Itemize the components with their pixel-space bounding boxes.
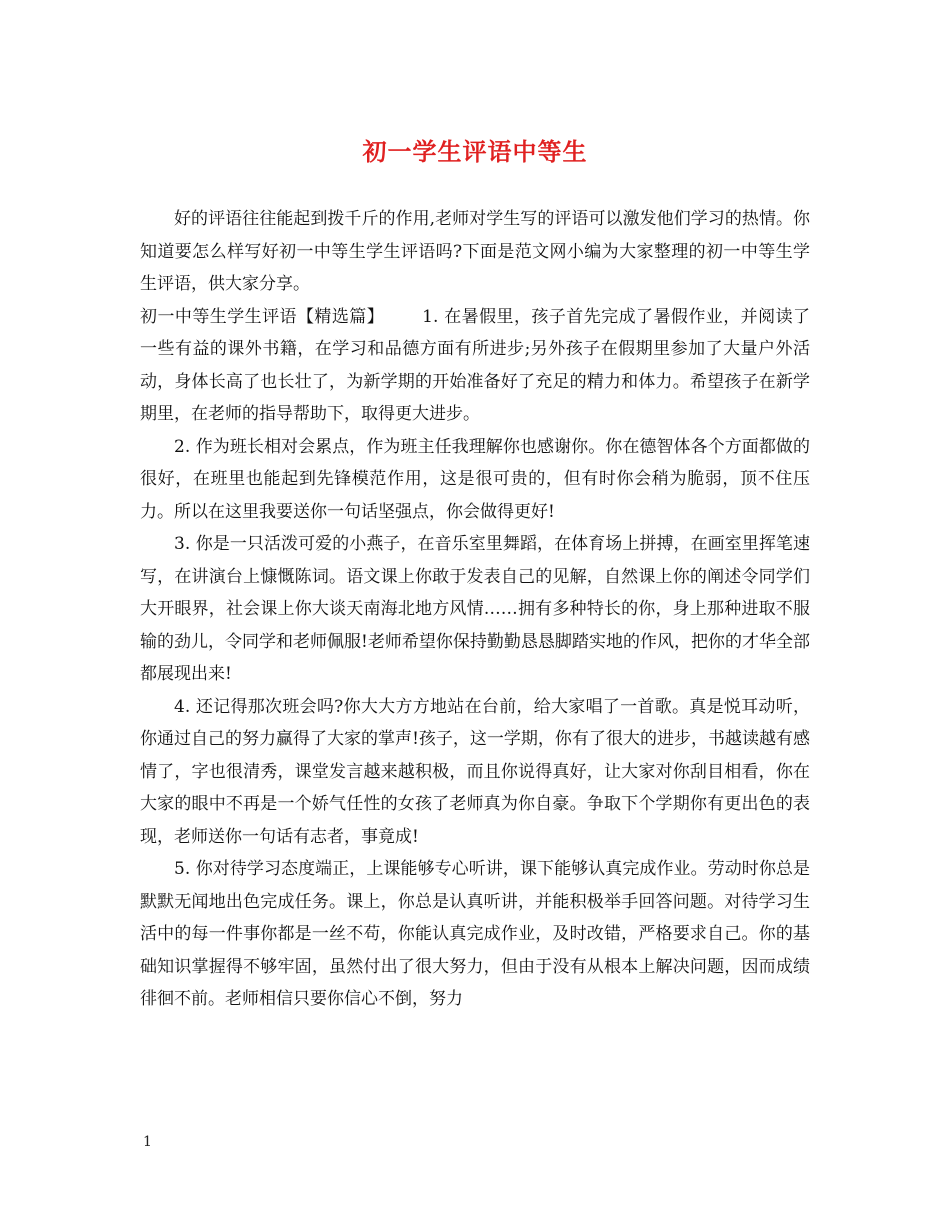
intro-paragraph: 好的评语往往能起到拨千斤的作用,老师对学生写的评语可以激发他们学习的热情。你知道要怎么样写好初一中等生学生评语吗?下面是范文网小编为大家整理的初一中等生学生评语，供大家分享。 <box>140 209 810 294</box>
document-title: 初一学生评语中等生 <box>362 137 588 166</box>
item-2: 2. 作为班长相对会累点，作为班主任我理解你也感谢你。你在德智体各个方面都做的很好，在班里也能起到先锋模范作用，这是很可贵的，但有时你会稍为脆弱，顶不住压力。所以在这里我要送你一句话坚强点，你会做得更好! <box>140 436 810 522</box>
item-3: 3. 你是一只活泼可爱的小燕子，在音乐室里舞蹈，在体育场上拼搏，在画室里挥笔速写，在讲演台上慷慨陈词。语文课上你敢于发表自己的见解，自然课上你的阐述令同学们大开眼界，社会课上你大谈天南海北地方风情……拥有多种特长的你，身上那种进取不服输的劲儿，令同学和老师佩服!老师希望你保持勤勤恳恳脚踏实地的作风，把你的才华全部都展现出来! <box>140 534 810 684</box>
item-5: 5. 你对待学习态度端正，上课能够专心听讲，课下能够认真完成作业。劳动时你总是默默无闻地出色完成任务。课上，你总是认真听讲，并能积极举手回答问题。对待学习生活中的每一件事你都是一丝不苟，你能认真完成作业，及时改错，严格要求自己。你的基础知识掌握得不够牢固，虽然付出了很大努力，但由于没有从根本上解决问题，因而成绩徘徊不前。老师相信只要你信心不倒，努力 <box>140 859 810 1009</box>
document-body <box>140 203 810 1016</box>
page-number: 1 <box>143 1134 152 1150</box>
item-1: 1. 在暑假里，孩子首先完成了暑假作业，并阅读了一些有益的课外书籍，在学习和品德方面有所进步;另外孩子在假期里参加了大量户外活动，身体长高了也长壮了，为新学期的开始准备好了充足的精力和体力。希望孩子在新学期里，在老师的指导帮助下，取得更大进步。 <box>140 306 811 424</box>
section-heading: 初一中等生学生评语【精选篇】 <box>140 306 385 327</box>
section-paragraph <box>140 301 810 431</box>
item-4: 4. 还记得那次班会吗?你大大方方地站在台前，给大家唱了一首歌。真是悦耳动听，你通过自己的努力赢得了大家的掌声!孩子，这一学期，你有了很大的进步，书越读越有感情了，字也很清秀，课堂发言越来越积极，而且你说得真好，让大家对你刮目相看，你在大家的眼中不再是一个娇气任性的女孩了老师真为你自豪。争取下个学期你有更出色的表现，老师送你一句话有志者，事竟成! <box>140 696 810 847</box>
